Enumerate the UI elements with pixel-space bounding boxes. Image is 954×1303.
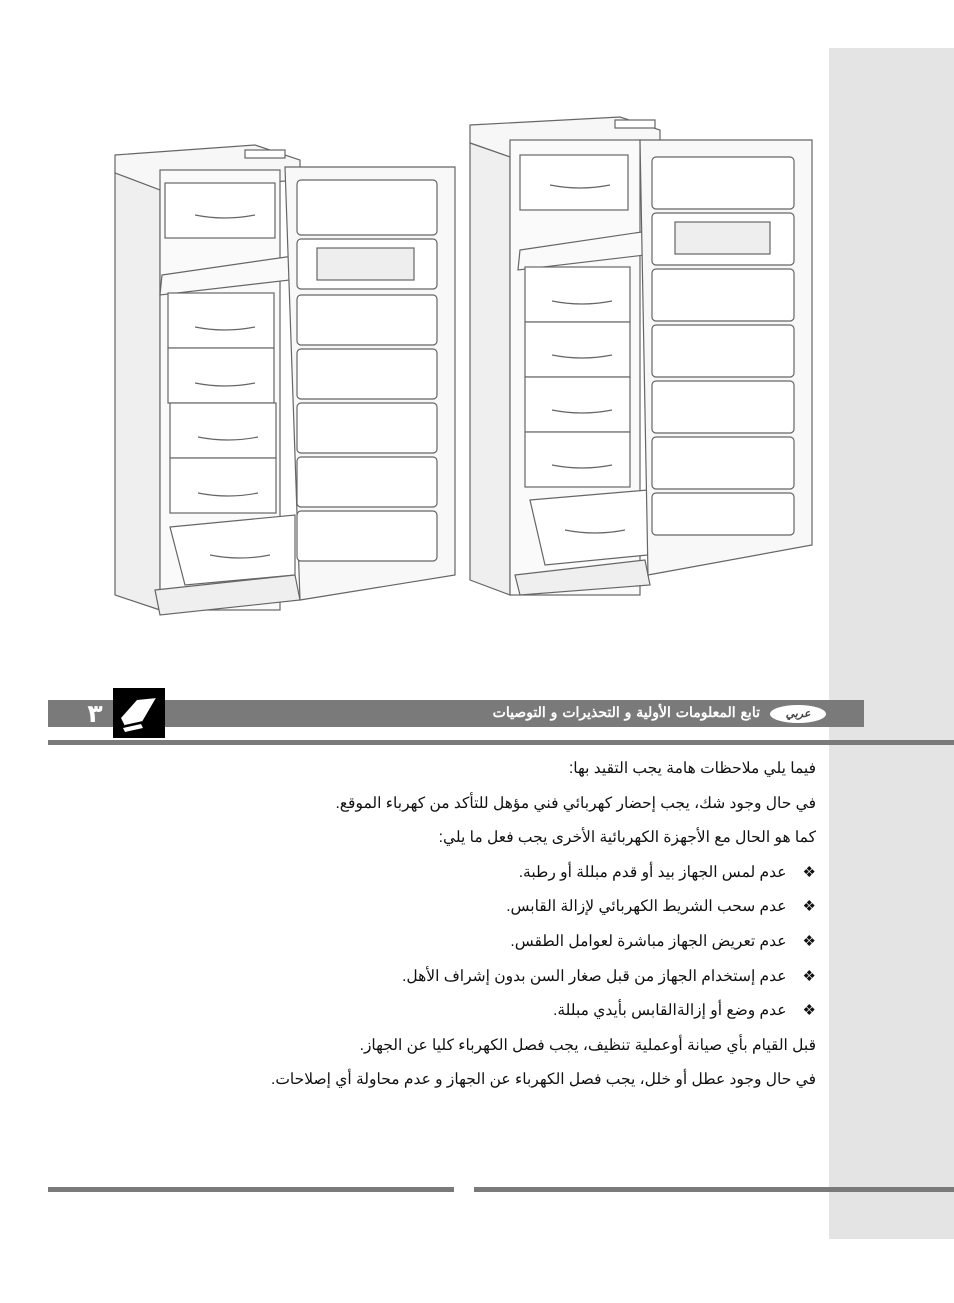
page-number: ٣ [87,699,103,728]
list-item: ❖عدم وضع أو إزالةالقابس بأيدي مبللة. [150,999,816,1034]
freezers-illustration [100,105,830,635]
before-maintenance-line: قبل القيام بأي صيانة أوعملية تنظيف، يجب فصل الكهرباء كليا عن الجهاز. [359,1036,816,1054]
list-item: ❖عدم إستخدام الجهاز من قبل صغار السن بدون إشراف الأهل. [150,965,816,1000]
list-item: ❖عدم سحب الشريط الكهربائي لإزالة القابس. [150,895,816,930]
intro-line: فيما يلي ملاحظات هامة يجب التقيد بها: [568,760,816,777]
list-item: ❖عدم تعريض الجهاز مباشرة لعوامل الطقس. [150,930,816,965]
bullet-icon: ❖ [802,1002,816,1020]
list-item: ❖عدم لمس الجهاز بيد أو قدم مبللة أو رطبة. [150,861,816,896]
bullet-icon: ❖ [802,932,816,950]
bottom-rule-left [48,1187,454,1192]
doubt-line: في حال وجود شك، يجب إحضار كهربائي فني مؤهل للتأكد من كهرباء الموقع. [335,794,816,812]
side-margin-strip [829,48,954,1239]
bullet-icon: ❖ [802,898,816,916]
warnings-text [150,757,816,1103]
top-rule [48,740,954,745]
open-book-icon [113,688,165,738]
left-freezer [115,145,455,615]
bullet-icon: ❖ [802,863,816,881]
language-badge: عربي [770,705,826,723]
bullet-icon: ❖ [802,967,816,985]
bottom-rule-right [474,1187,954,1192]
on-fault-line: في حال وجود عطل أو خلل، يجب فصل الكهرباء عن الجهاز و عدم محاولة أي إصلاحات. [271,1071,816,1089]
as-with-others-line: كما هو الحال مع الأجهزة الكهربائية الأخرى يجب فعل ما يلي: [438,829,816,847]
section-title: تابع المعلومات الأولية و التحذيرات و التوصيات [492,705,760,721]
right-freezer [470,117,812,595]
